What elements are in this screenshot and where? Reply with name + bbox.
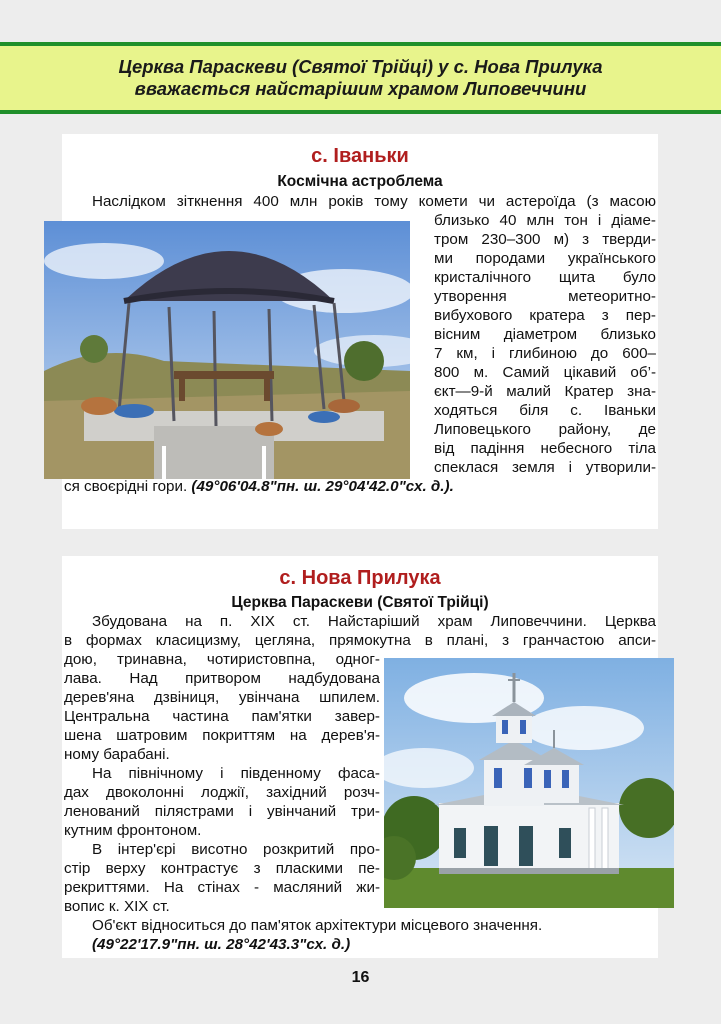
text-line-with-coords: [64, 477, 656, 496]
text-line: ся своєрідні гори.: [64, 478, 192, 495]
section-subtitle: Церква Параскеви (Святої Трійці): [231, 594, 489, 611]
banner-line-2: вважається найстарішим храмом Липовеччини: [134, 78, 587, 99]
section-place-title: с. Іваньки: [311, 145, 409, 167]
coordinates: (49°06'04.8"пн. ш. 29°04'42.0"сх. д.).: [191, 478, 454, 495]
text-line: кутним фронтоном.: [64, 822, 202, 839]
text-line: Збудована на п. XIX ст. Найстаріший храм Липовеччини. Церква: [92, 613, 656, 630]
text-line: в формах класицизму, цегляна, прямокутна в плані, з гранчастою апси-: [64, 632, 656, 649]
text-line: 800 м. Самий цікавий об’-: [434, 364, 656, 381]
text-line: В інтер'єрі висотно розкритий про-: [92, 841, 380, 858]
text-line: утворення метеоритно-: [434, 288, 656, 305]
text-line: Центральна частина пам'ятки завер-: [64, 708, 380, 725]
church-photo: [384, 658, 674, 908]
text-line: Липовецького району, де: [434, 421, 656, 438]
section-ivanky: [62, 134, 658, 529]
text-line: ходяться біля с. Іваньки: [434, 402, 656, 419]
gazebo-photo: [44, 221, 410, 479]
text-line: дою, тринавна, чотиристовпна, одног-: [64, 651, 380, 668]
text-line: На північному і південному фаса-: [92, 765, 380, 782]
banner-line-1: Церква Параскеви (Святої Трійці) у с. Нова Прилука: [118, 56, 603, 77]
text-line: Об'єкт відноситься до пам'яток архітектури місцевого значення.: [92, 917, 543, 934]
text-line: шена шатровим покриттям на дерев'я-: [64, 727, 380, 744]
text-line: тром 230–300 м) з тверди-: [434, 231, 656, 248]
text-line: кристалічного щита було: [434, 269, 656, 286]
section-place-title: с. Нова Прилука: [279, 567, 441, 589]
title-banner: [0, 42, 721, 114]
text-line: стір верху контрастує з пласкими пе-: [64, 860, 380, 877]
page-number: 16: [351, 969, 370, 986]
text-line: рекриттями. На стінах - масляний жи-: [64, 879, 380, 896]
text-line: 7 км, і глибиною до 600–: [434, 345, 656, 362]
text-line: дах двоколонні лоджії, західний розч-: [64, 784, 380, 801]
text-line: Наслідком зіткнення 400 млн років тому комети чи астероїда (з масою: [92, 193, 656, 210]
text-line: вибухового кратера з пер-: [434, 307, 656, 324]
text-line: ному барабані.: [64, 746, 170, 763]
text-line: дерев'яна дзвіниця, увінчана шпилем.: [64, 689, 380, 706]
church-illustration: [384, 658, 674, 908]
text-line: лава. Над притвором надбудована: [64, 670, 380, 687]
section-nova-pryluka: [62, 556, 658, 958]
text-line: спеклася земля і утворили-: [434, 459, 656, 476]
gazebo-illustration: [44, 221, 410, 479]
text-line: близько 40 млн тон і діаме-: [434, 212, 656, 229]
text-line: вісним діаметром близько: [434, 326, 656, 343]
coordinates: (49°22'17.9"пн. ш. 28°42'43.3"сх. д.): [92, 936, 351, 953]
text-line: ми породами українського: [434, 250, 656, 267]
text-line: ленований пілястрами і увінчаний три-: [64, 803, 380, 820]
text-line: єкт—9-й малий Кратер зна-: [434, 383, 656, 400]
section-subtitle: Космічна астроблема: [277, 173, 443, 190]
text-line: вопис к. XIX ст.: [64, 898, 170, 915]
text-line: від падіння небесного тіла: [434, 440, 656, 457]
